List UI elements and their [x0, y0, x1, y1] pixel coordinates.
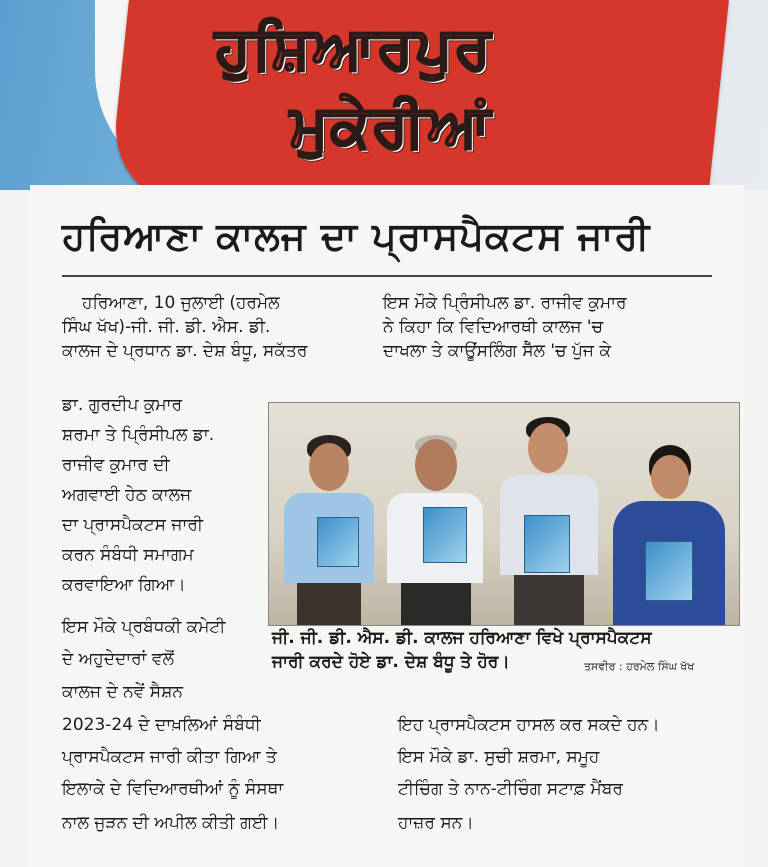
body-line: ਕਾਲਜ ਦੇ ਪ੍ਰਧਾਨ ਡਾ. ਦੇਸ਼ ਬੰਧੂ, ਸਕੱਤਰ: [62, 341, 308, 361]
photo-credit: ਤਸਵੀਰ : ਹਰਮੇਲ ਸਿੰਘ ਖੱਖ: [584, 660, 695, 673]
body-line: ਇਸ ਮੌਕੇ ਪ੍ਰਬੰਧਕੀ ਕਮੇਟੀ: [62, 617, 226, 637]
masthead-title-line1: ਹੁਸ਼ਿਆਰਪੁਰ: [215, 14, 493, 82]
masthead-title-line2: ਮੁਕੇਰੀਆਂ: [290, 92, 493, 160]
body-line: ਇਹ ਪ੍ਰਾਸਪੈਕਟਸ ਹਾਸਲ ਕਰ ਸਕਦੇ ਹਨ।: [398, 715, 660, 735]
body-line: ਇਲਾਕੇ ਦੇ ਵਿਦਿਆਰਥੀਆਂ ਨੂੰ ਸੰਸਥਾ: [62, 779, 284, 799]
body-line: ਕਾਲਜ ਦੇ ਨਵੇਂ ਸੈਸ਼ਨ: [62, 682, 184, 702]
body-line: ਹਰਿਆਣਾ, 10 ਜੁਲਾਈ (ਹਰਮੇਲ: [82, 293, 280, 313]
body-line: ਟੀਚਿੰਗ ਤੇ ਨਾਨ-ਟੀਚਿੰਗ ਸਟਾਫ਼ ਮੈਂਬਰ: [398, 779, 623, 799]
body-line: ਦਾਖਲਾ ਤੇ ਕਾਊਂਸਲਿੰਗ ਸੈੱਲ 'ਚ ਪੁੱਜ ਕੇ: [383, 341, 612, 361]
photo-person-1: [279, 415, 379, 625]
body-line: ਕਰਨ ਸੰਬੰਧੀ ਸਮਾਗਮ: [62, 545, 194, 565]
body-line: ਸ਼ਰਮਾ ਤੇ ਪ੍ਰਿੰਸੀਪਲ ਡਾ.: [62, 425, 215, 445]
body-line: ਨੇ ਕਿਹਾ ਕਿ ਵਿਦਿਆਰਥੀ ਕਾਲਜ 'ਚ: [383, 317, 604, 337]
body-line: ਇਸ ਮੌਕੇ ਡਾ. ਸੁਚੀ ਸ਼ਰਮਾ, ਸਮੂਹ: [398, 747, 600, 767]
photo-caption-line: ਜਾਰੀ ਕਰਦੇ ਹੋਏ ਡਾ. ਦੇਸ਼ ਬੰਧੂ ਤੇ ਹੋਰ।: [272, 652, 510, 672]
photo-caption-line: ਜੀ. ਜੀ. ਡੀ. ਐਸ. ਡੀ. ਕਾਲਜ ਹਰਿਆਣਾ ਵਿਖੇ ਪ੍ਰਾਸਪੈਕਟਸ: [272, 628, 652, 648]
photo-person-3: [494, 415, 604, 625]
body-line: 2023-24 ਦੇ ਦਾਖ਼ਲਿਆਂ ਸੰਬੰਧੀ: [62, 715, 261, 735]
body-line: ਅਗਵਾਈ ਹੇਠ ਕਾਲਜ: [62, 485, 192, 505]
body-line: ਸਿੰਘ ਖੱਖ)-ਜੀ. ਜੀ. ਡੀ. ਐਸ. ਡੀ.: [62, 317, 271, 337]
body-line: ਰਾਜੀਵ ਕੁਮਾਰ ਦੀ: [62, 455, 170, 475]
body-line: ਕਰਵਾਇਆ ਗਿਆ।: [62, 575, 186, 595]
photo-person-4: [609, 445, 729, 625]
body-line: ਹਾਜ਼ਰ ਸਨ।: [398, 813, 474, 833]
body-line: ਨਾਲ ਜੁੜਨ ਦੀ ਅਪੀਲ ਕੀਤੀ ਗਈ।: [62, 813, 280, 833]
photo-person-2: [379, 415, 489, 625]
body-line: ਦੇ ਅਹੁਦੇਦਾਰਾਂ ਵਲੋਂ: [62, 649, 174, 669]
body-line: ਡਾ. ਗੁਰਦੀਪ ਕੁਮਾਰ: [62, 395, 183, 415]
body-line: ਪ੍ਰਾਸਪੈਕਟਸ ਜਾਰੀ ਕੀਤਾ ਗਿਆ ਤੇ: [62, 747, 277, 767]
headline-divider: [62, 275, 712, 277]
article-headline: ਹਰਿਆਣਾ ਕਾਲਜ ਦਾ ਪ੍ਰਾਸਪੈਕਟਸ ਜਾਰੀ: [62, 214, 651, 258]
body-line: ਦਾ ਪ੍ਰਾਸਪੈਕਟਸ ਜਾਰੀ: [62, 515, 204, 535]
article-photo: [268, 402, 740, 626]
body-line: ਇਸ ਮੌਕੇ ਪ੍ਰਿੰਸੀਪਲ ਡਾ. ਰਾਜੀਵ ਕੁਮਾਰ: [383, 293, 627, 313]
